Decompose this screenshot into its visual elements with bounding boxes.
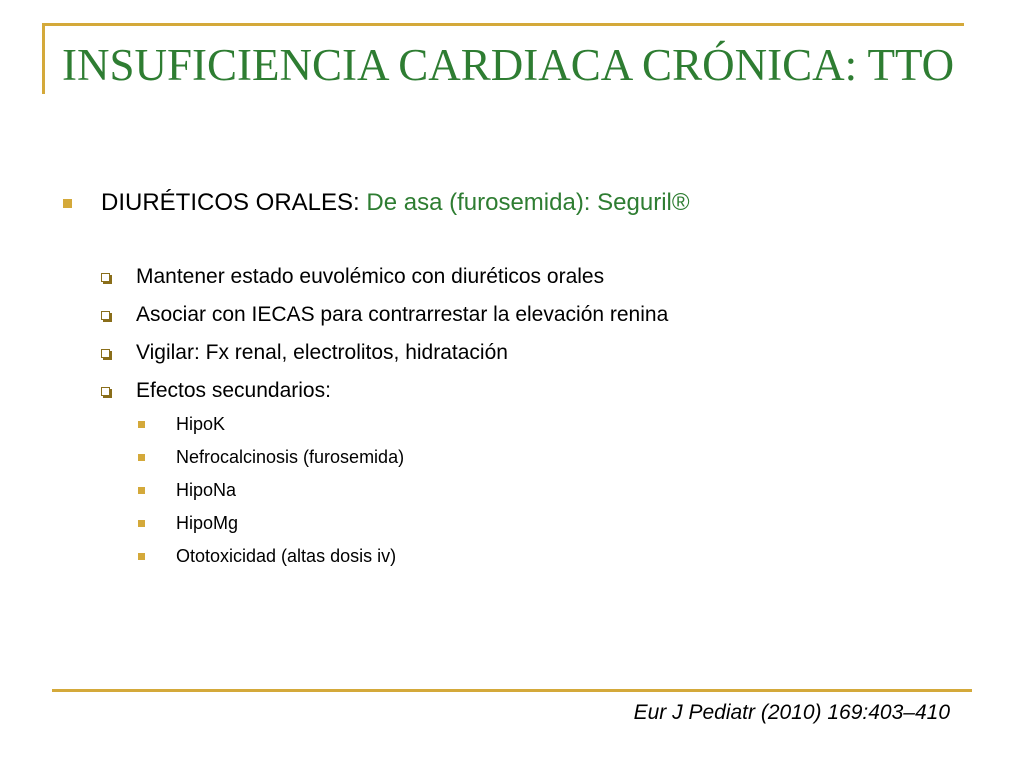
square-bullet-icon	[138, 487, 145, 494]
slide-title: INSUFICIENCIA CARDIACA CRÓNICA: TTO	[62, 40, 955, 90]
main-bullet-text	[101, 186, 690, 220]
diureticos-label: DIURÉTICOS ORALES	[101, 189, 354, 216]
hollow-square-bullet-icon	[101, 349, 110, 358]
top-border-line	[42, 23, 964, 26]
square-bullet-icon	[138, 520, 145, 527]
footer-divider	[52, 689, 972, 692]
hollow-square-bullet-icon	[101, 273, 110, 282]
side-effect-hipok: HipoK	[176, 414, 226, 434]
side-effect-hipona: HipoNa	[176, 480, 237, 500]
sub-item-euvolemico: Mantener estado euvolémico con diuréticos orales	[136, 265, 605, 288]
main-bullet-separator: :	[353, 189, 367, 216]
sub-item-iecas: Asociar con IECAS para contrarrestar la elevación renina	[136, 303, 669, 326]
square-bullet-icon	[138, 421, 145, 428]
hollow-square-bullet-icon	[101, 311, 110, 320]
main-bullet-square-icon	[63, 199, 72, 208]
sub-item-efectos: Efectos secundarios:	[136, 379, 331, 402]
side-effect-ototoxicidad: Ototoxicidad (altas dosis iv)	[176, 546, 397, 566]
side-effect-hipomg: HipoMg	[176, 513, 239, 533]
square-bullet-icon	[138, 454, 145, 461]
side-effect-nefrocalcinosis: Nefrocalcinosis (furosemida)	[176, 447, 405, 467]
square-bullet-icon	[138, 553, 145, 560]
diureticos-detail: De asa (furosemida): Seguril®	[366, 189, 690, 216]
left-border-line	[42, 23, 45, 94]
hollow-square-bullet-icon	[101, 387, 110, 396]
citation: Eur J Pediatr (2010) 169:403–410	[633, 701, 950, 724]
sub-item-vigilar: Vigilar: Fx renal, electrolitos, hidratación	[136, 341, 508, 364]
